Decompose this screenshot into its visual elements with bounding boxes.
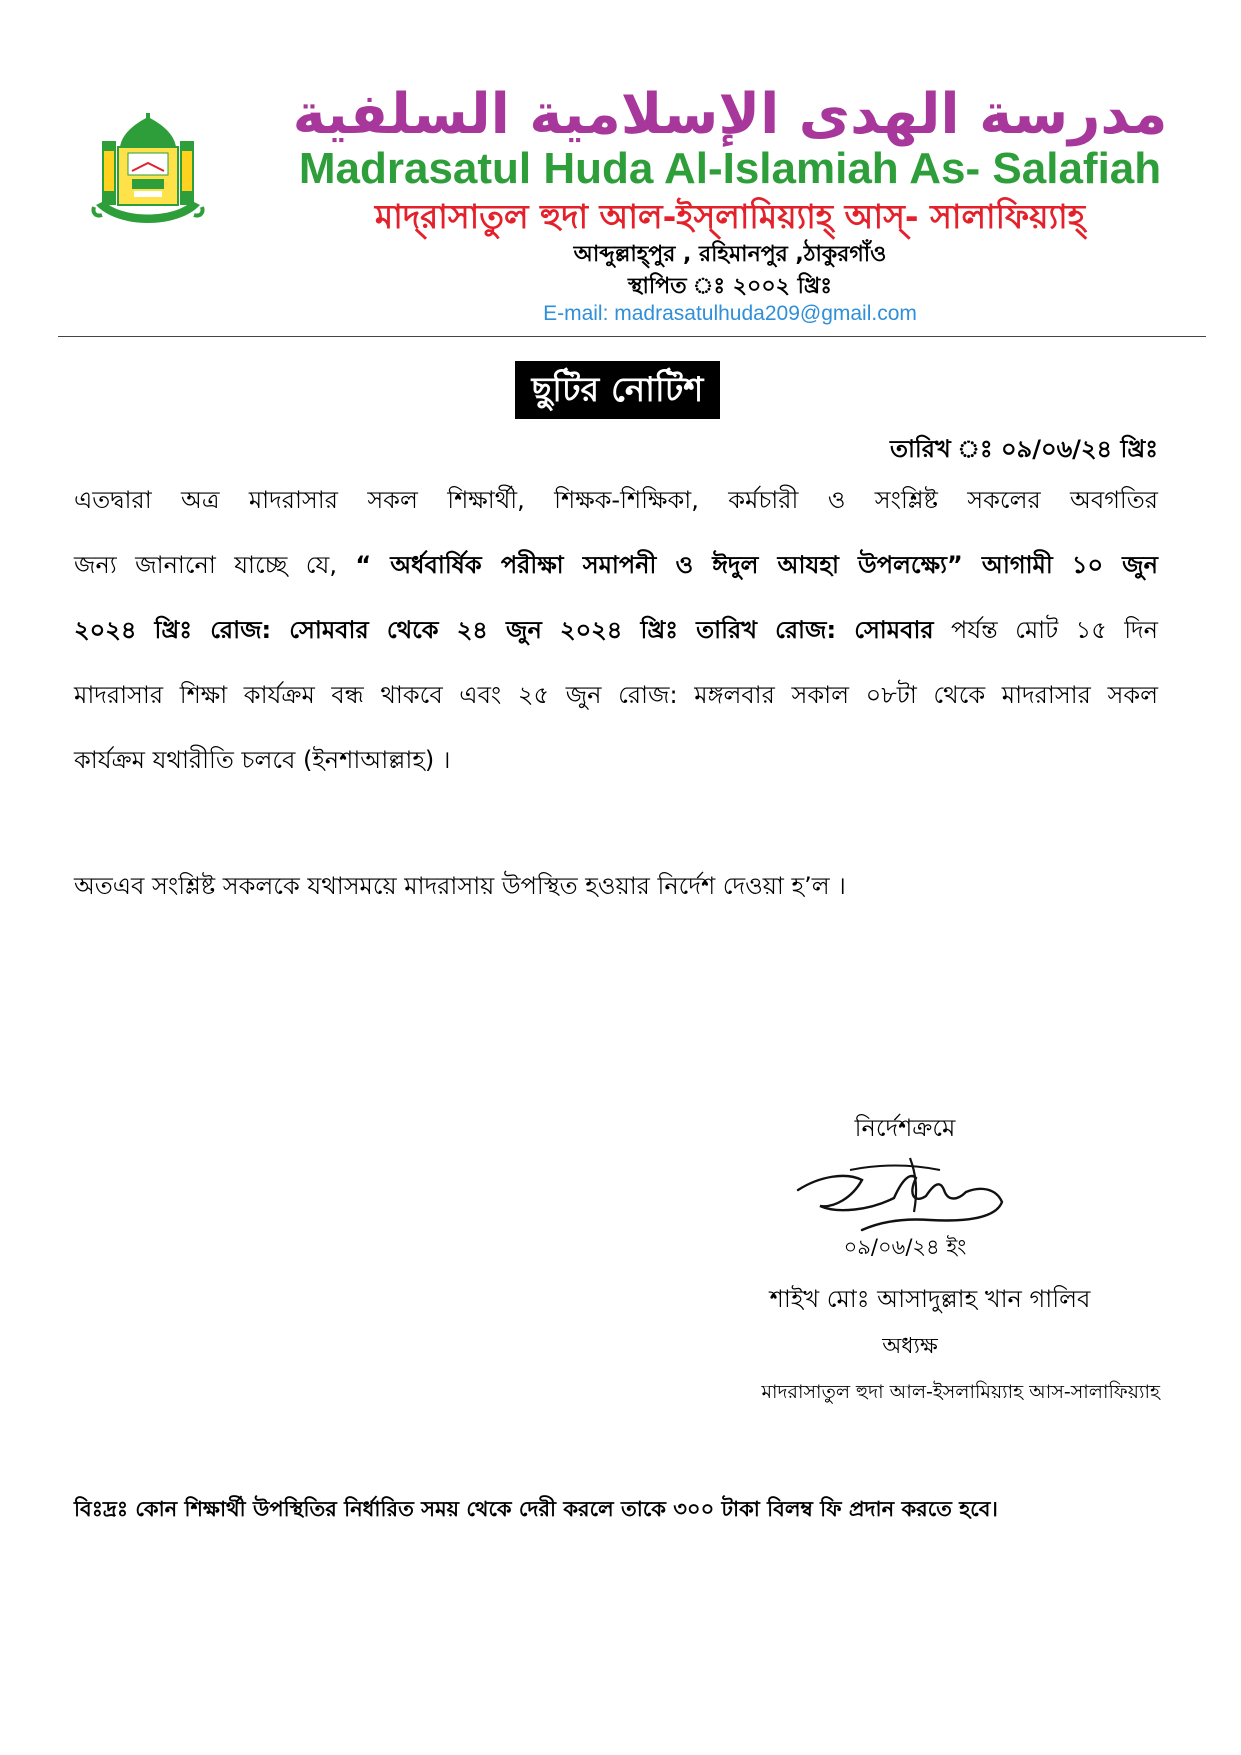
notice-body-line-1: এতদ্বারা অত্র মাদরাসার সকল শিক্ষার্থী, শিক্ষক-শিক্ষিকা, কর্মচারী ও সংশ্লিষ্ট সকলের অবগতির	[74, 486, 1158, 514]
signer-name: শাইখ মোঃ আসাদুল্লাহ খান গালিব	[769, 1285, 1091, 1313]
institution-email: E-mail: madrasatulhuda209@gmail.com	[543, 302, 917, 325]
notice-title: ছুটির নোটিশ	[515, 361, 720, 419]
handwritten-signature	[790, 1150, 1030, 1235]
established-year: স্থাপিত ঃ ২০০২ খ্রিঃ	[627, 274, 833, 299]
notice-body-line-2-intro: জন্য জানানো যাচ্ছে যে,	[74, 551, 337, 579]
madrasa-logo	[88, 113, 208, 233]
header-divider	[58, 336, 1206, 337]
notice-date: তারিখ ঃ ০৯/০৬/২৪ খ্রিঃ	[889, 435, 1158, 463]
signature-date: ০৯/০৬/২৪ ইং	[843, 1235, 967, 1259]
institution-name-bangla: মাদ্‌রাসাতুল হুদা আল-ইস্‌লামিয়্যাহ্‌ আস্‌- সালাফিয়্যাহ্‌	[374, 197, 1086, 236]
institution-name-english: Madrasatul Huda Al-Islamiah As- Salafiah	[298, 144, 1162, 193]
notice-body-line-2	[74, 547, 1158, 583]
notice-footnote: বিঃদ্রঃ কোন শিক্ষার্থী উপস্থিতির নির্ধারিত সময় থেকে দেরী করলে তাকে ৩০০ টাকা বিলম্ব ফি প্রদান করতে হবে।	[74, 1497, 998, 1521]
notice-closing: অতএব সংশ্লিষ্ট সকলকে যথাসময়ে মাদরাসায় উপস্থিত হওয়ার নির্দেশ দেওয়া হ’ল ।	[74, 872, 846, 900]
signer-title: অধ্যক্ষ	[882, 1334, 938, 1359]
by-order-label: নির্দেশক্রমে	[854, 1114, 956, 1142]
notice-body-line-3-duration: পর্যন্ত মোট ১৫ দিন	[951, 616, 1158, 644]
notice-body-line-3	[74, 612, 1158, 648]
institution-name-arabic: مدرسة الهدى الإسلامية السلفية	[292, 82, 1168, 147]
notice-body-line-2-highlight: “ অর্ধবার্ষিক পরীক্ষা সমাপনী ও ঈদুল আযহা উপলক্ষ্যে” আগামী ১০ জুন	[355, 551, 1158, 579]
institution-address: আব্দুল্লাহ্‌পুর , রহিমানপুর ,ঠাকুরগাঁও	[573, 242, 887, 267]
notice-body-line-4: মাদরাসার শিক্ষা কার্যক্রম বন্ধ থাকবে এবং ২৫ জুন রোজ: মঙ্গলবার সকাল ০৮টা থেকে মাদরাসার সকল	[74, 681, 1158, 709]
notice-body-line-3-dates: ২০২৪ খ্রিঃ রোজ: সোমবার থেকে ২৪ জুন ২০২৪ খ্রিঃ তারিখ রোজ: সোমবার	[74, 616, 934, 644]
signer-organization: মাদরাসাতুল হুদা আল-ইসলামিয়্যাহ আস-সালাফিয়্যাহ	[761, 1381, 1160, 1403]
notice-body-line-5: কার্যক্রম যথারীতি চলবে (ইনশাআল্লাহ) ।	[74, 746, 451, 774]
